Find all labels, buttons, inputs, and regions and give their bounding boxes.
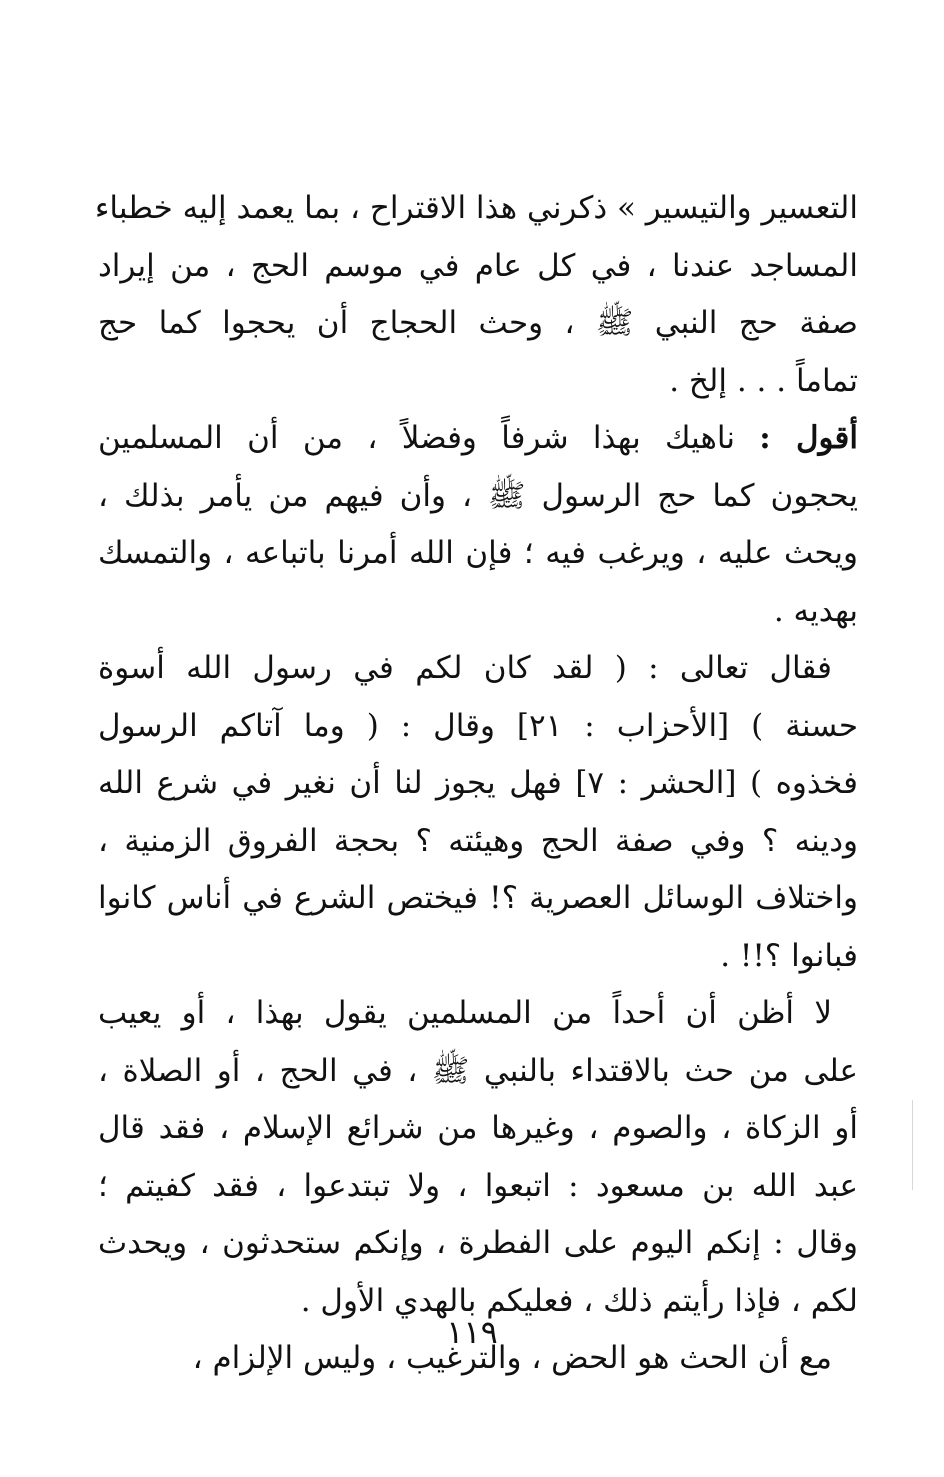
text-line: فخذوه ) [الحشر : ٧] فهل يجوز لنا أن نغير في شرع الله (98, 765, 858, 801)
text-line: ويحث عليه ، ويرغب فيه ؛ فإن الله أمرنا باتباعه ، والتمسك (98, 535, 858, 571)
text-line: صفة حج النبي ﷺ ، وحث الحجاج أن يحجوا كما حج (98, 305, 858, 341)
text-line: على من حث بالاقتداء بالنبي ﷺ ، في الحج ، أو الصلاة ، (98, 1052, 858, 1089)
text-line: مع أن الحث هو الحض ، والترغيب ، وليس الإلزام ، (192, 1340, 832, 1376)
lead-word: أقول : (759, 420, 858, 456)
text-line: المساجد عندنا ، في كل عام في موسم الحج ، من إيراد (98, 247, 858, 284)
scan-edge-mark (912, 1100, 913, 1190)
text-line: فقال تعالى : ( لقد كان لكم في رسول الله أسوة (98, 650, 832, 686)
text-line: وقال : إنكم اليوم على الفطرة ، وإنكم ستحدثون ، ويحدث (98, 1225, 858, 1261)
text-line: أو الزكاة ، والصوم ، وغيرها من شرائع الإسلام ، فقد قال (98, 1110, 858, 1146)
text-run: ناهيك بهذا شرفاً وفضلاً ، من أن المسلمين (98, 420, 735, 456)
body-text (94, 180, 858, 1388)
text-line: التعسير والتيسير » ذكرني هذا الاقتراح ، بما يعمد إليه خطباء (94, 190, 858, 226)
text-line: تماماً . . . إلخ . (669, 362, 858, 399)
text-line: ودينه ؟ وفي صفة الحج وهيئته ؟ بحجة الفروق الزمنية ، (98, 822, 858, 859)
text-line: عبد الله بن مسعود : اتبعوا ، ولا تبتدعوا ، فقد كفيتم ؛ (98, 1167, 858, 1204)
text-line: فبانوا ؟!! . (720, 937, 858, 974)
text-line: لا أظن أن أحداً من المسلمين يقول بهذا ، أو يعيب (98, 995, 832, 1031)
text-line: يحجون كما حج الرسول ﷺ ، وأن فيهم من يأمر بذلك ، (98, 477, 858, 514)
text-line: حسنة ) [الأحزاب : ٢١] وقال : ( وما آتاكم الرسول (98, 707, 858, 744)
page-number: ١١٩ (446, 1313, 498, 1351)
paragraph-line (98, 410, 858, 468)
text-line: لكم ، فإذا رأيتم ذلك ، فعليكم بالهدي الأول . (300, 1282, 858, 1319)
text-line: بهديه . (773, 592, 858, 629)
text-line: واختلاف الوسائل العصرية ؟! فيختص الشرع في أناس كانوا (98, 880, 858, 916)
